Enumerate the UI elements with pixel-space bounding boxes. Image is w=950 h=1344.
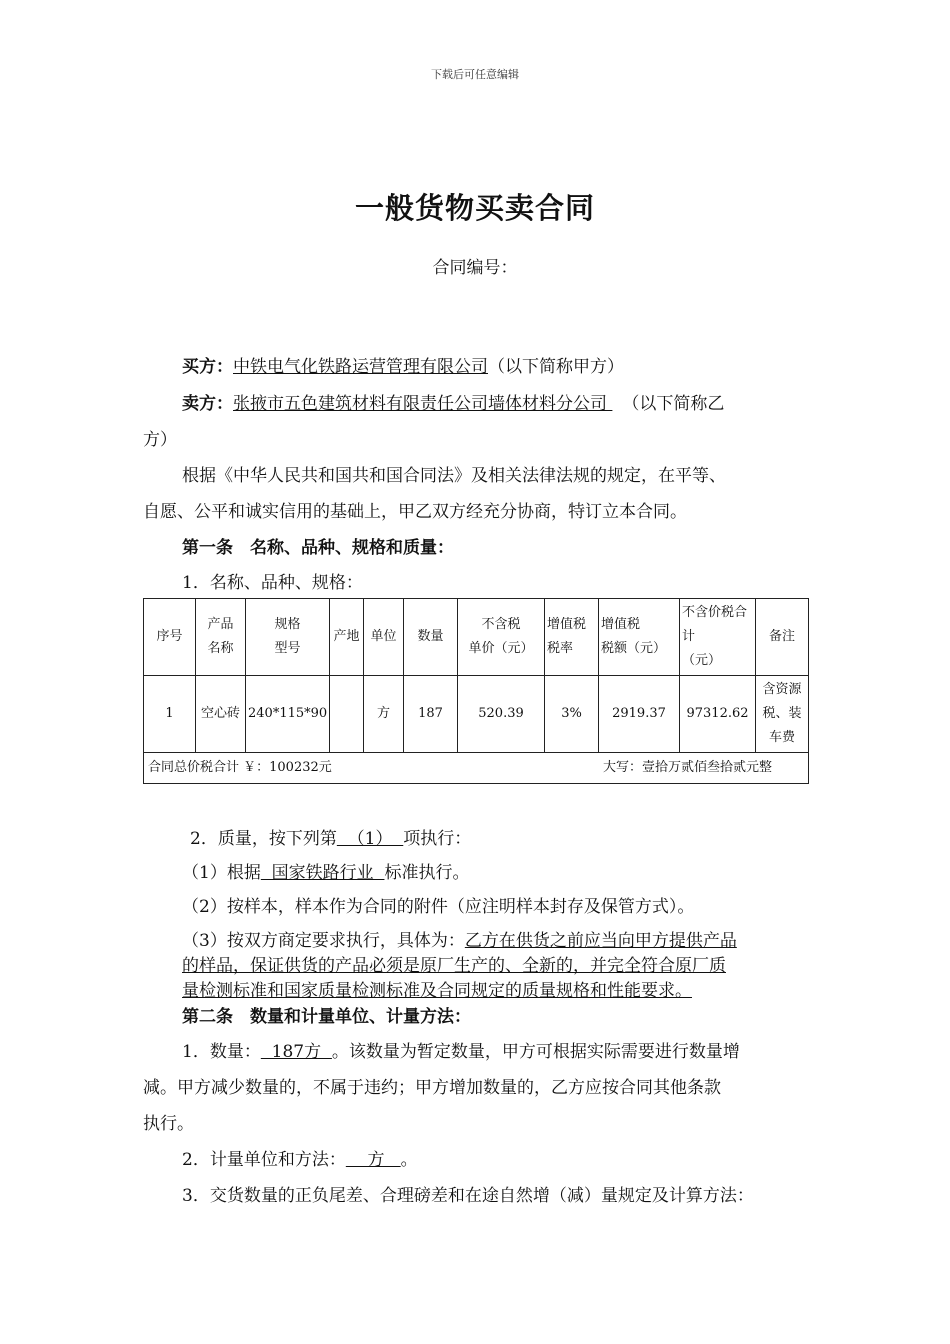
header-remark: 备注	[756, 599, 809, 676]
intro-line-2: 自愿、公平和诚实信用的基础上，甲乙双方经充分协商，特订立本合同。	[143, 502, 687, 522]
header-total: 不含价税合 计 （元）	[680, 599, 756, 676]
unit-line: 2．计量单位和方法： 方 。	[182, 1150, 418, 1170]
seller-label: 卖方：	[182, 394, 233, 414]
cell-spec: 240*115*90	[246, 676, 330, 753]
table-row	[144, 676, 809, 753]
header-unit: 单位	[364, 599, 404, 676]
table-total-row	[144, 753, 809, 784]
unit-value: 方	[345, 1150, 401, 1170]
quality-option-2: （2）按样本，样本作为合同的附件（应注明样本封存及保管方式）。	[182, 897, 695, 917]
header-spec: 规格 型号	[246, 599, 330, 676]
seller-suffix: （以下简称乙	[622, 394, 725, 414]
cell-unit: 方	[364, 676, 404, 753]
quality-choice: （1）	[336, 829, 404, 849]
cell-seq: 1	[144, 676, 196, 753]
header-name: 产品 名称	[196, 599, 246, 676]
cell-name: 空心砖	[196, 676, 246, 753]
quantity-line: 1．数量： 187方 。该数量为暂定数量，甲方可根据实际需要进行数量增	[182, 1042, 740, 1062]
intro-line-1: 根据《中华人民共和国共和国合同法》及相关法律法规的规定，在平等、	[182, 466, 726, 486]
quantity-line-2: 减。甲方减少数量的，不属于违约；甲方增加数量的，乙方应按合同其他条款	[143, 1078, 721, 1098]
quality-option-3-cont-1: 的样品，保证供货的产品必须是原厂生产的、全新的，并完全符合原厂质	[182, 956, 726, 976]
goods-table	[143, 598, 809, 784]
buyer-suffix: （以下简称甲方）	[488, 357, 624, 377]
total-amount-words: 大写：壹拾万贰佰叁拾贰元整	[602, 760, 772, 775]
header-tax: 增值税 税额（元）	[599, 599, 680, 676]
buyer-line	[182, 352, 624, 377]
total-amount: 合同总价税合计 ￥：100232元	[148, 760, 332, 775]
document-title: 一般货物买卖合同	[354, 191, 595, 225]
cell-qty: 187	[404, 676, 458, 753]
article1-heading: 第一条 名称、品种、规格和质量：	[182, 538, 454, 558]
table-header-row	[144, 599, 809, 676]
cell-origin	[330, 676, 364, 753]
quality-option-1: （1）根据 国家铁路行业 标准执行。	[182, 863, 470, 883]
header-price: 不含税 单价（元）	[458, 599, 545, 676]
header-qty: 数量	[404, 599, 458, 676]
header-note: 下载后可任意编辑	[431, 68, 519, 81]
seller-name: 张掖市五色建筑材料有限责任公司墙体材料分公司	[233, 394, 613, 414]
tolerance-line: 3．交货数量的正负尾差、合理磅差和在途自然增（减）量规定及计算方法：	[182, 1186, 754, 1206]
total-cell	[144, 753, 809, 784]
quality-option-3: （3）按双方商定要求执行，具体为：乙方在供货之前应当向甲方提供产品	[182, 931, 737, 951]
quality-line: 2．质量，按下列第 （1） 项执行：	[190, 829, 472, 849]
header-rate: 增值税 税率	[545, 599, 599, 676]
buyer-label: 买方：	[182, 357, 233, 377]
seller-suffix-cont: 方）	[143, 430, 177, 450]
buyer-name: 中铁电气化铁路运营管理有限公司	[233, 357, 488, 377]
cell-tax: 2919.37	[599, 676, 680, 753]
header-origin: 产地	[330, 599, 364, 676]
header-seq: 序号	[144, 599, 196, 676]
article2-heading: 第二条 数量和计量单位、计量方法：	[182, 1007, 471, 1027]
quantity-value: 187方	[260, 1042, 332, 1062]
quality-option-3-cont-2: 量检测标准和国家质量检测标准及合同规定的质量规格和性能要求。	[182, 981, 692, 1001]
cell-remark: 含资源 税、装 车费	[756, 676, 809, 753]
cell-price: 520.39	[458, 676, 545, 753]
seller-line	[182, 389, 724, 414]
quantity-line-3: 执行。	[143, 1114, 194, 1134]
cell-rate: 3%	[545, 676, 599, 753]
article1-sub1: 1．名称、品种、规格：	[182, 573, 363, 593]
cell-total: 97312.62	[680, 676, 756, 753]
standard-value: 国家铁路行业	[260, 863, 385, 883]
contract-number-label: 合同编号：	[432, 258, 518, 278]
